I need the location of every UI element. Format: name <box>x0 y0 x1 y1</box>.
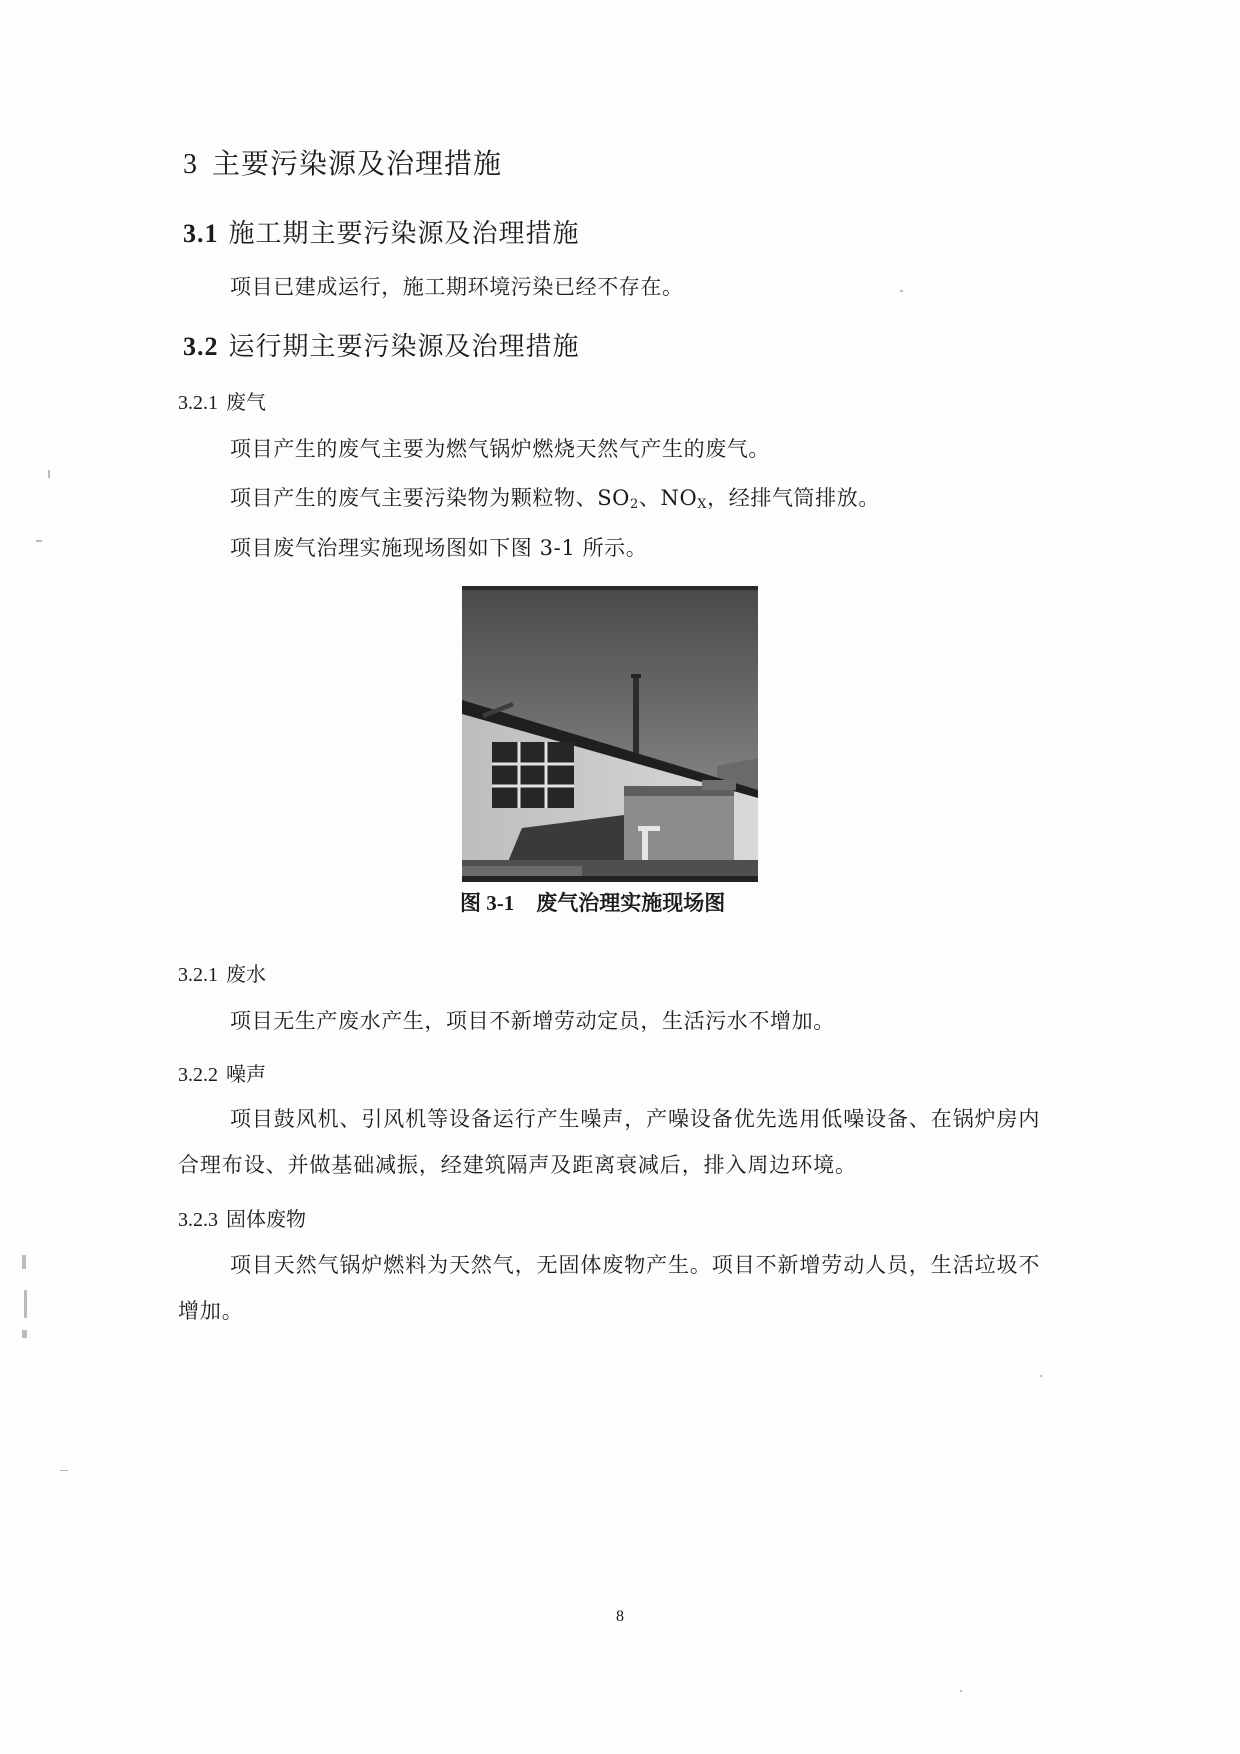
paragraph-exhaust-source: 项目产生的废气主要为燃气锅炉燃烧天然气产生的废气。 <box>230 437 770 461</box>
subsection-number: 3.2.1 <box>178 964 218 986</box>
section-heading-3 <box>183 142 502 182</box>
subscript-2: 2 <box>630 497 639 512</box>
subsection-title: 噪声 <box>226 1062 266 1086</box>
subsection-title: 固体废物 <box>226 1207 306 1231</box>
subsection-heading-solid-waste <box>178 1203 306 1232</box>
section-title: 运行期主要污染源及治理措施 <box>228 332 580 362</box>
scan-speck <box>60 1470 68 1471</box>
subsection-number: 3.2.2 <box>178 1064 218 1086</box>
scan-speck <box>1040 1375 1042 1377</box>
scan-speck <box>36 540 42 542</box>
figure-caption <box>460 887 725 917</box>
paragraph-wastewater: 项目无生产废水产生，项目不新增劳动定员，生活污水不增加。 <box>230 1009 835 1033</box>
subsection-number: 3.2.3 <box>178 1209 218 1231</box>
subsection-heading-exhaust <box>178 386 266 415</box>
pollutants-text-prefix: 项目产生的废气主要污染物为颗粒物、SO <box>230 486 631 510</box>
scan-speck <box>960 1690 962 1692</box>
subscript-x: X <box>697 497 708 512</box>
paragraph-construction: 项目已建成运行，施工期环境污染已经不存在。 <box>230 275 684 299</box>
paragraph-solid-waste: 项目天然气锅炉燃料为天然气，无固体废物产生。项目不新增劳动人员，生活垃圾不增加。 <box>178 1253 1041 1323</box>
section-heading-3-2 <box>183 326 580 363</box>
section-number: 3 <box>183 149 198 180</box>
subsection-title: 废气 <box>226 390 266 414</box>
scan-speck <box>900 290 903 292</box>
exhaust-treatment-photo <box>462 586 758 882</box>
section-title: 主要污染源及治理措施 <box>212 147 503 180</box>
scan-speck <box>24 1290 27 1318</box>
scan-speck <box>48 470 50 478</box>
page-number: 8 <box>616 1608 624 1625</box>
paragraph-exhaust-figure-ref: 项目废气治理实施现场图如下图 3-1 所示。 <box>230 536 648 560</box>
paragraph-noise: 项目鼓风机、引风机等设备运行产生噪声，产噪设备优先选用低噪设备、在锅炉房内合理布设、并做基础减振，经建筑隔声及距离衰减后，排入周边环境。 <box>178 1107 1041 1177</box>
pollutants-text-middle: 、NO <box>638 486 698 510</box>
figure-title: 废气治理实施现场图 <box>536 890 726 915</box>
subsection-number: 3.2.1 <box>178 392 218 414</box>
paragraph-exhaust-pollutants <box>230 482 880 512</box>
section-heading-3-1 <box>183 213 580 250</box>
section-number: 3.1 <box>183 219 219 248</box>
section-title: 施工期主要污染源及治理措施 <box>228 219 580 249</box>
subsection-title: 废水 <box>226 962 266 986</box>
site-photo-illustration <box>462 590 758 876</box>
section-number: 3.2 <box>183 332 219 361</box>
pollutants-text-suffix: ，经排气筒排放。 <box>707 486 880 510</box>
scan-speck <box>22 1330 27 1338</box>
subsection-heading-wastewater <box>178 958 266 987</box>
scan-speck <box>22 1255 26 1269</box>
subsection-heading-noise <box>178 1058 266 1087</box>
figure-number: 图 3-1 <box>460 891 515 915</box>
